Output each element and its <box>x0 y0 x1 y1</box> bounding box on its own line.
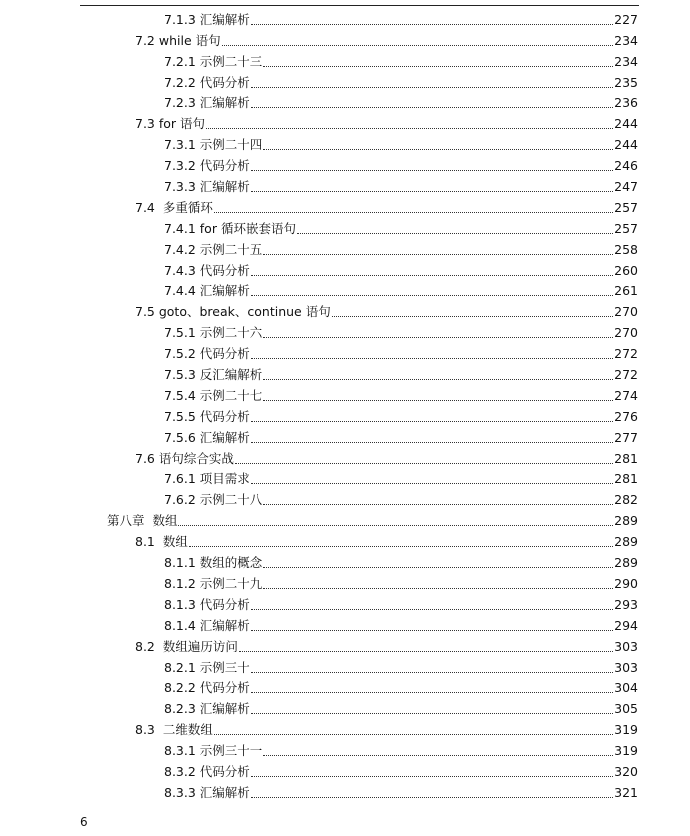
toc-entry-page: 272 <box>614 346 638 362</box>
toc-subsection-entry[interactable] <box>0 467 690 488</box>
toc-entry-page: 244 <box>614 116 638 132</box>
toc-entry-page: 289 <box>614 513 638 529</box>
toc-entry-page: 319 <box>614 722 638 738</box>
toc-dot-leader <box>263 379 613 380</box>
toc-subsection-entry[interactable] <box>0 279 690 300</box>
toc-subsection-entry[interactable] <box>0 216 690 237</box>
toc-entry-title: 7.2.1 示例二十三 <box>164 53 263 69</box>
toc-entry-title: 7.4 多重循环 <box>135 199 213 215</box>
toc-subsection-entry[interactable] <box>0 759 690 780</box>
toc-entry-title: 8.2.3 汇编解析 <box>164 701 250 717</box>
toc-dot-leader <box>251 672 613 673</box>
toc-dot-leader <box>235 463 613 464</box>
toc-entry-title: 7.4.4 汇编解析 <box>164 283 250 299</box>
toc-subsection-entry[interactable] <box>0 487 690 508</box>
toc-entry-title: 8.3.2 代码分析 <box>164 763 250 779</box>
toc-subsection-entry[interactable] <box>0 174 690 195</box>
toc-subsection-entry[interactable] <box>0 362 690 383</box>
toc-entry-page: 303 <box>614 659 638 675</box>
toc-entry-page: 320 <box>614 763 638 779</box>
toc-entry-page: 282 <box>614 492 638 508</box>
toc-subsection-entry[interactable] <box>0 7 690 28</box>
toc-entry-page: 260 <box>614 262 638 278</box>
toc-entry-page: 303 <box>614 638 638 654</box>
toc-subsection-entry[interactable] <box>0 676 690 697</box>
toc-subsection-entry[interactable] <box>0 550 690 571</box>
toc-subsection-entry[interactable] <box>0 425 690 446</box>
toc-dot-leader <box>263 66 613 67</box>
toc-entry-title: 7.5.1 示例二十六 <box>164 325 263 341</box>
toc-entry-page: 281 <box>614 471 638 487</box>
toc-dot-leader <box>251 275 613 276</box>
toc-entry-title: 7.4.2 示例二十五 <box>164 241 263 257</box>
toc-entry-title: 7.2.3 汇编解析 <box>164 95 250 111</box>
toc-dot-leader <box>251 442 613 443</box>
toc-subsection-entry[interactable] <box>0 132 690 153</box>
toc-entry-title: 8.3.3 汇编解析 <box>164 784 250 800</box>
table-of-contents <box>0 7 690 801</box>
toc-entry-page: 270 <box>614 325 638 341</box>
toc-entry-title: 第八章 数组 <box>107 513 178 529</box>
toc-entry-title: 8.1.4 汇编解析 <box>164 617 250 633</box>
toc-dot-leader <box>263 149 613 150</box>
toc-dot-leader <box>206 128 613 129</box>
toc-dot-leader <box>263 588 613 589</box>
toc-dot-leader <box>251 295 613 296</box>
toc-entry-page: 257 <box>614 220 638 236</box>
toc-entry-page: 261 <box>614 283 638 299</box>
toc-entry-page: 304 <box>614 680 638 696</box>
toc-entry-title: 7.3.2 代码分析 <box>164 158 250 174</box>
toc-section-entry[interactable] <box>0 634 690 655</box>
toc-dot-leader <box>251 87 613 88</box>
toc-dot-leader <box>263 567 613 568</box>
toc-entry-title: 8.2 数组遍历访问 <box>135 638 238 654</box>
page-number: 6 <box>80 815 88 829</box>
toc-subsection-entry[interactable] <box>0 341 690 362</box>
toc-entry-page: 244 <box>614 137 638 153</box>
toc-dot-leader <box>251 170 613 171</box>
toc-subsection-entry[interactable] <box>0 655 690 676</box>
toc-section-entry[interactable] <box>0 717 690 738</box>
toc-entry-page: 281 <box>614 450 638 466</box>
toc-dot-leader <box>263 755 613 756</box>
toc-subsection-entry[interactable] <box>0 70 690 91</box>
toc-entry-page: 236 <box>614 95 638 111</box>
toc-entry-page: 289 <box>614 534 638 550</box>
toc-entry-title: 8.2.1 示例三十 <box>164 659 250 675</box>
toc-entry-page: 247 <box>614 179 638 195</box>
toc-entry-title: 8.3 二维数组 <box>135 722 213 738</box>
toc-section-entry[interactable] <box>0 446 690 467</box>
toc-entry-title: 7.5.5 代码分析 <box>164 408 250 424</box>
toc-dot-leader <box>178 525 613 526</box>
toc-entry-page: 235 <box>614 74 638 90</box>
toc-dot-leader <box>214 734 613 735</box>
toc-dot-leader <box>214 212 613 213</box>
toc-subsection-entry[interactable] <box>0 320 690 341</box>
toc-subsection-entry[interactable] <box>0 383 690 404</box>
toc-entry-page: 246 <box>614 158 638 174</box>
toc-subsection-entry[interactable] <box>0 91 690 112</box>
toc-entry-page: 234 <box>614 53 638 69</box>
toc-dot-leader <box>251 358 613 359</box>
toc-dot-leader <box>222 45 614 46</box>
toc-dot-leader <box>263 400 613 401</box>
toc-dot-leader <box>263 504 613 505</box>
toc-subsection-entry[interactable] <box>0 258 690 279</box>
toc-entry-page: 289 <box>614 555 638 571</box>
toc-entry-title: 7.5 goto、break、continue 语句 <box>135 304 331 320</box>
toc-chapter-entry[interactable] <box>0 508 690 529</box>
toc-entry-page: 274 <box>614 387 638 403</box>
toc-entry-page: 305 <box>614 701 638 717</box>
toc-dot-leader <box>332 316 613 317</box>
toc-entry-page: 293 <box>614 596 638 612</box>
toc-subsection-entry[interactable] <box>0 738 690 759</box>
toc-dot-leader <box>297 233 613 234</box>
toc-entry-title: 7.5.3 反汇编解析 <box>164 367 263 383</box>
toc-dot-leader <box>251 692 613 693</box>
toc-dot-leader <box>251 483 613 484</box>
toc-section-entry[interactable] <box>0 28 690 49</box>
toc-dot-leader <box>251 797 613 798</box>
toc-entry-title: 8.1.2 示例二十九 <box>164 575 263 591</box>
toc-entry-title: 7.5.6 汇编解析 <box>164 429 250 445</box>
toc-entry-title: 7.2.2 代码分析 <box>164 74 250 90</box>
toc-subsection-entry[interactable] <box>0 49 690 70</box>
toc-dot-leader <box>189 546 613 547</box>
toc-subsection-entry[interactable] <box>0 404 690 425</box>
toc-entry-page: 290 <box>614 575 638 591</box>
toc-dot-leader <box>251 421 613 422</box>
toc-entry-title: 8.1 数组 <box>135 534 188 550</box>
toc-dot-leader <box>251 191 613 192</box>
toc-entry-page: 294 <box>614 617 638 633</box>
toc-dot-leader <box>251 630 613 631</box>
toc-subsection-entry[interactable] <box>0 613 690 634</box>
toc-entry-title: 7.6.2 示例二十八 <box>164 492 263 508</box>
toc-subsection-entry[interactable] <box>0 237 690 258</box>
toc-section-entry[interactable] <box>0 299 690 320</box>
toc-subsection-entry[interactable] <box>0 696 690 717</box>
toc-entry-title: 7.6 语句综合实战 <box>135 450 234 466</box>
toc-entry-title: 8.3.1 示例三十一 <box>164 743 263 759</box>
toc-entry-title: 8.1.3 代码分析 <box>164 596 250 612</box>
toc-entry-page: 272 <box>614 367 638 383</box>
toc-subsection-entry[interactable] <box>0 153 690 174</box>
toc-dot-leader <box>251 713 613 714</box>
toc-dot-leader <box>263 337 613 338</box>
toc-entry-title: 8.2.2 代码分析 <box>164 680 250 696</box>
toc-entry-title: 7.5.4 示例二十七 <box>164 387 263 403</box>
toc-entry-page: 321 <box>614 784 638 800</box>
toc-subsection-entry[interactable] <box>0 780 690 801</box>
toc-entry-page: 227 <box>614 11 638 27</box>
toc-entry-title: 7.3.3 汇编解析 <box>164 179 250 195</box>
toc-entry-page: 319 <box>614 743 638 759</box>
toc-dot-leader <box>263 254 613 255</box>
toc-entry-page: 257 <box>614 199 638 215</box>
toc-entry-title: 7.1.3 汇编解析 <box>164 11 250 27</box>
toc-entry-title: 7.3 for 语句 <box>135 116 206 132</box>
toc-section-entry[interactable] <box>0 195 690 216</box>
toc-entry-page: 234 <box>614 32 638 48</box>
toc-entry-title: 7.3.1 示例二十四 <box>164 137 263 153</box>
toc-entry-page: 277 <box>614 429 638 445</box>
toc-entry-title: 8.1.1 数组的概念 <box>164 555 263 571</box>
toc-entry-page: 258 <box>614 241 638 257</box>
toc-entry-title: 7.2 while 语句 <box>135 32 221 48</box>
toc-dot-leader <box>251 107 613 108</box>
toc-entry-page: 270 <box>614 304 638 320</box>
toc-section-entry[interactable] <box>0 529 690 550</box>
toc-dot-leader <box>239 651 613 652</box>
toc-entry-title: 7.5.2 代码分析 <box>164 346 250 362</box>
toc-section-entry[interactable] <box>0 111 690 132</box>
toc-entry-title: 7.4.3 代码分析 <box>164 262 250 278</box>
header-rule <box>80 5 639 6</box>
toc-subsection-entry[interactable] <box>0 592 690 613</box>
toc-dot-leader <box>251 24 613 25</box>
toc-entry-title: 7.4.1 for 循环嵌套语句 <box>164 220 296 236</box>
toc-subsection-entry[interactable] <box>0 571 690 592</box>
toc-entry-page: 276 <box>614 408 638 424</box>
toc-entry-title: 7.6.1 项目需求 <box>164 471 250 487</box>
toc-dot-leader <box>251 776 613 777</box>
toc-dot-leader <box>251 609 613 610</box>
